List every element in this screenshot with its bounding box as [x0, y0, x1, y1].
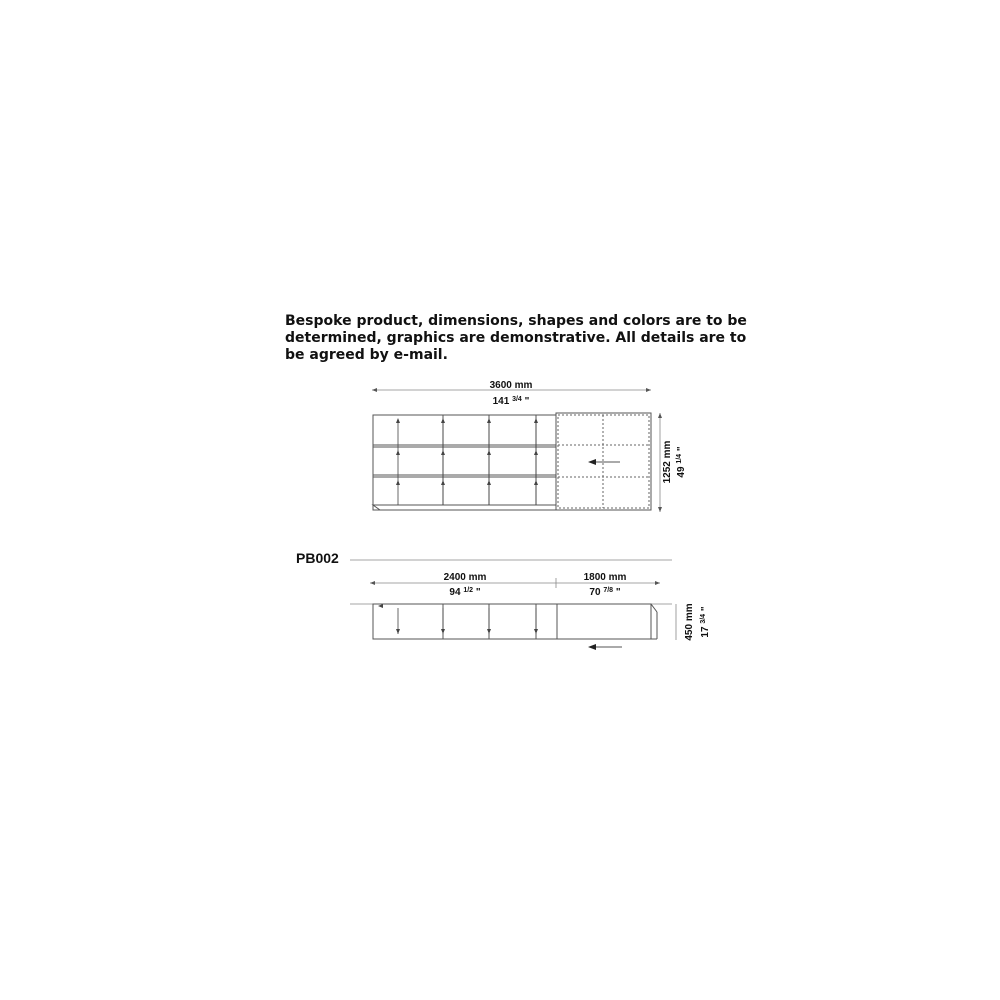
depth-inch-label: 17 $^{3/4}$ ": [700, 606, 711, 638]
sliding-inch-fraction: 7/8: [603, 587, 614, 594]
width-mm-label: 3600 mm: [489, 380, 533, 391]
front-view: [372, 380, 687, 512]
fixed-inch-fraction: 1/2: [463, 587, 474, 594]
fixed-width-mm-label: 2400 mm: [443, 572, 487, 583]
fixed-width-inch-label: 94 $^{1/2}$ ": [449, 587, 481, 598]
sliding-inch-whole: 70: [589, 587, 601, 598]
height-inch-label: 49 $^{1/4}$ ": [676, 446, 687, 478]
height-inch-fraction: 1/4: [676, 453, 683, 464]
width-inch-fraction: 3/4: [512, 396, 522, 403]
height-mm-label: 1252 mm: [662, 440, 673, 484]
depth-mm-label: 450 mm: [684, 603, 695, 641]
plan-poles: [378, 604, 538, 634]
depth-inch-whole: 17: [700, 626, 711, 638]
sliding-unit-plan: [557, 604, 651, 639]
sliding-width-mm-label: 1800 mm: [583, 572, 627, 583]
depth-inch-fraction: 3/4: [700, 613, 707, 624]
fixed-bookcase: [373, 415, 556, 510]
plan-view: [296, 550, 711, 650]
sliding-width-inch-label: 70 $^{7/8}$ ": [589, 587, 621, 598]
disclaimer-line-2: determined, graphics are demonstrative. All details are to: [285, 330, 747, 346]
width-inch-whole: 141: [492, 396, 510, 407]
disclaimer-line-1: Bespoke product, dimensions, shapes and colors are to be: [285, 313, 747, 329]
product-code: PB002: [296, 550, 339, 566]
slide-arrow-icon: [588, 459, 596, 465]
fixed-unit-plan: [373, 604, 557, 639]
base-plinth: [373, 505, 556, 510]
width-inch-label: 141 $^{3/4}$ ": [492, 396, 530, 407]
height-inch-whole: 49: [676, 466, 687, 478]
width-arrow-left: [372, 388, 377, 392]
support-poles: [396, 418, 538, 505]
width-arrow-right: [646, 388, 651, 392]
fixed-inch-whole: 94: [449, 587, 461, 598]
disclaimer-line-3: be agreed by e-mail.: [285, 347, 448, 363]
plan-slide-arrow-icon: [588, 644, 596, 650]
